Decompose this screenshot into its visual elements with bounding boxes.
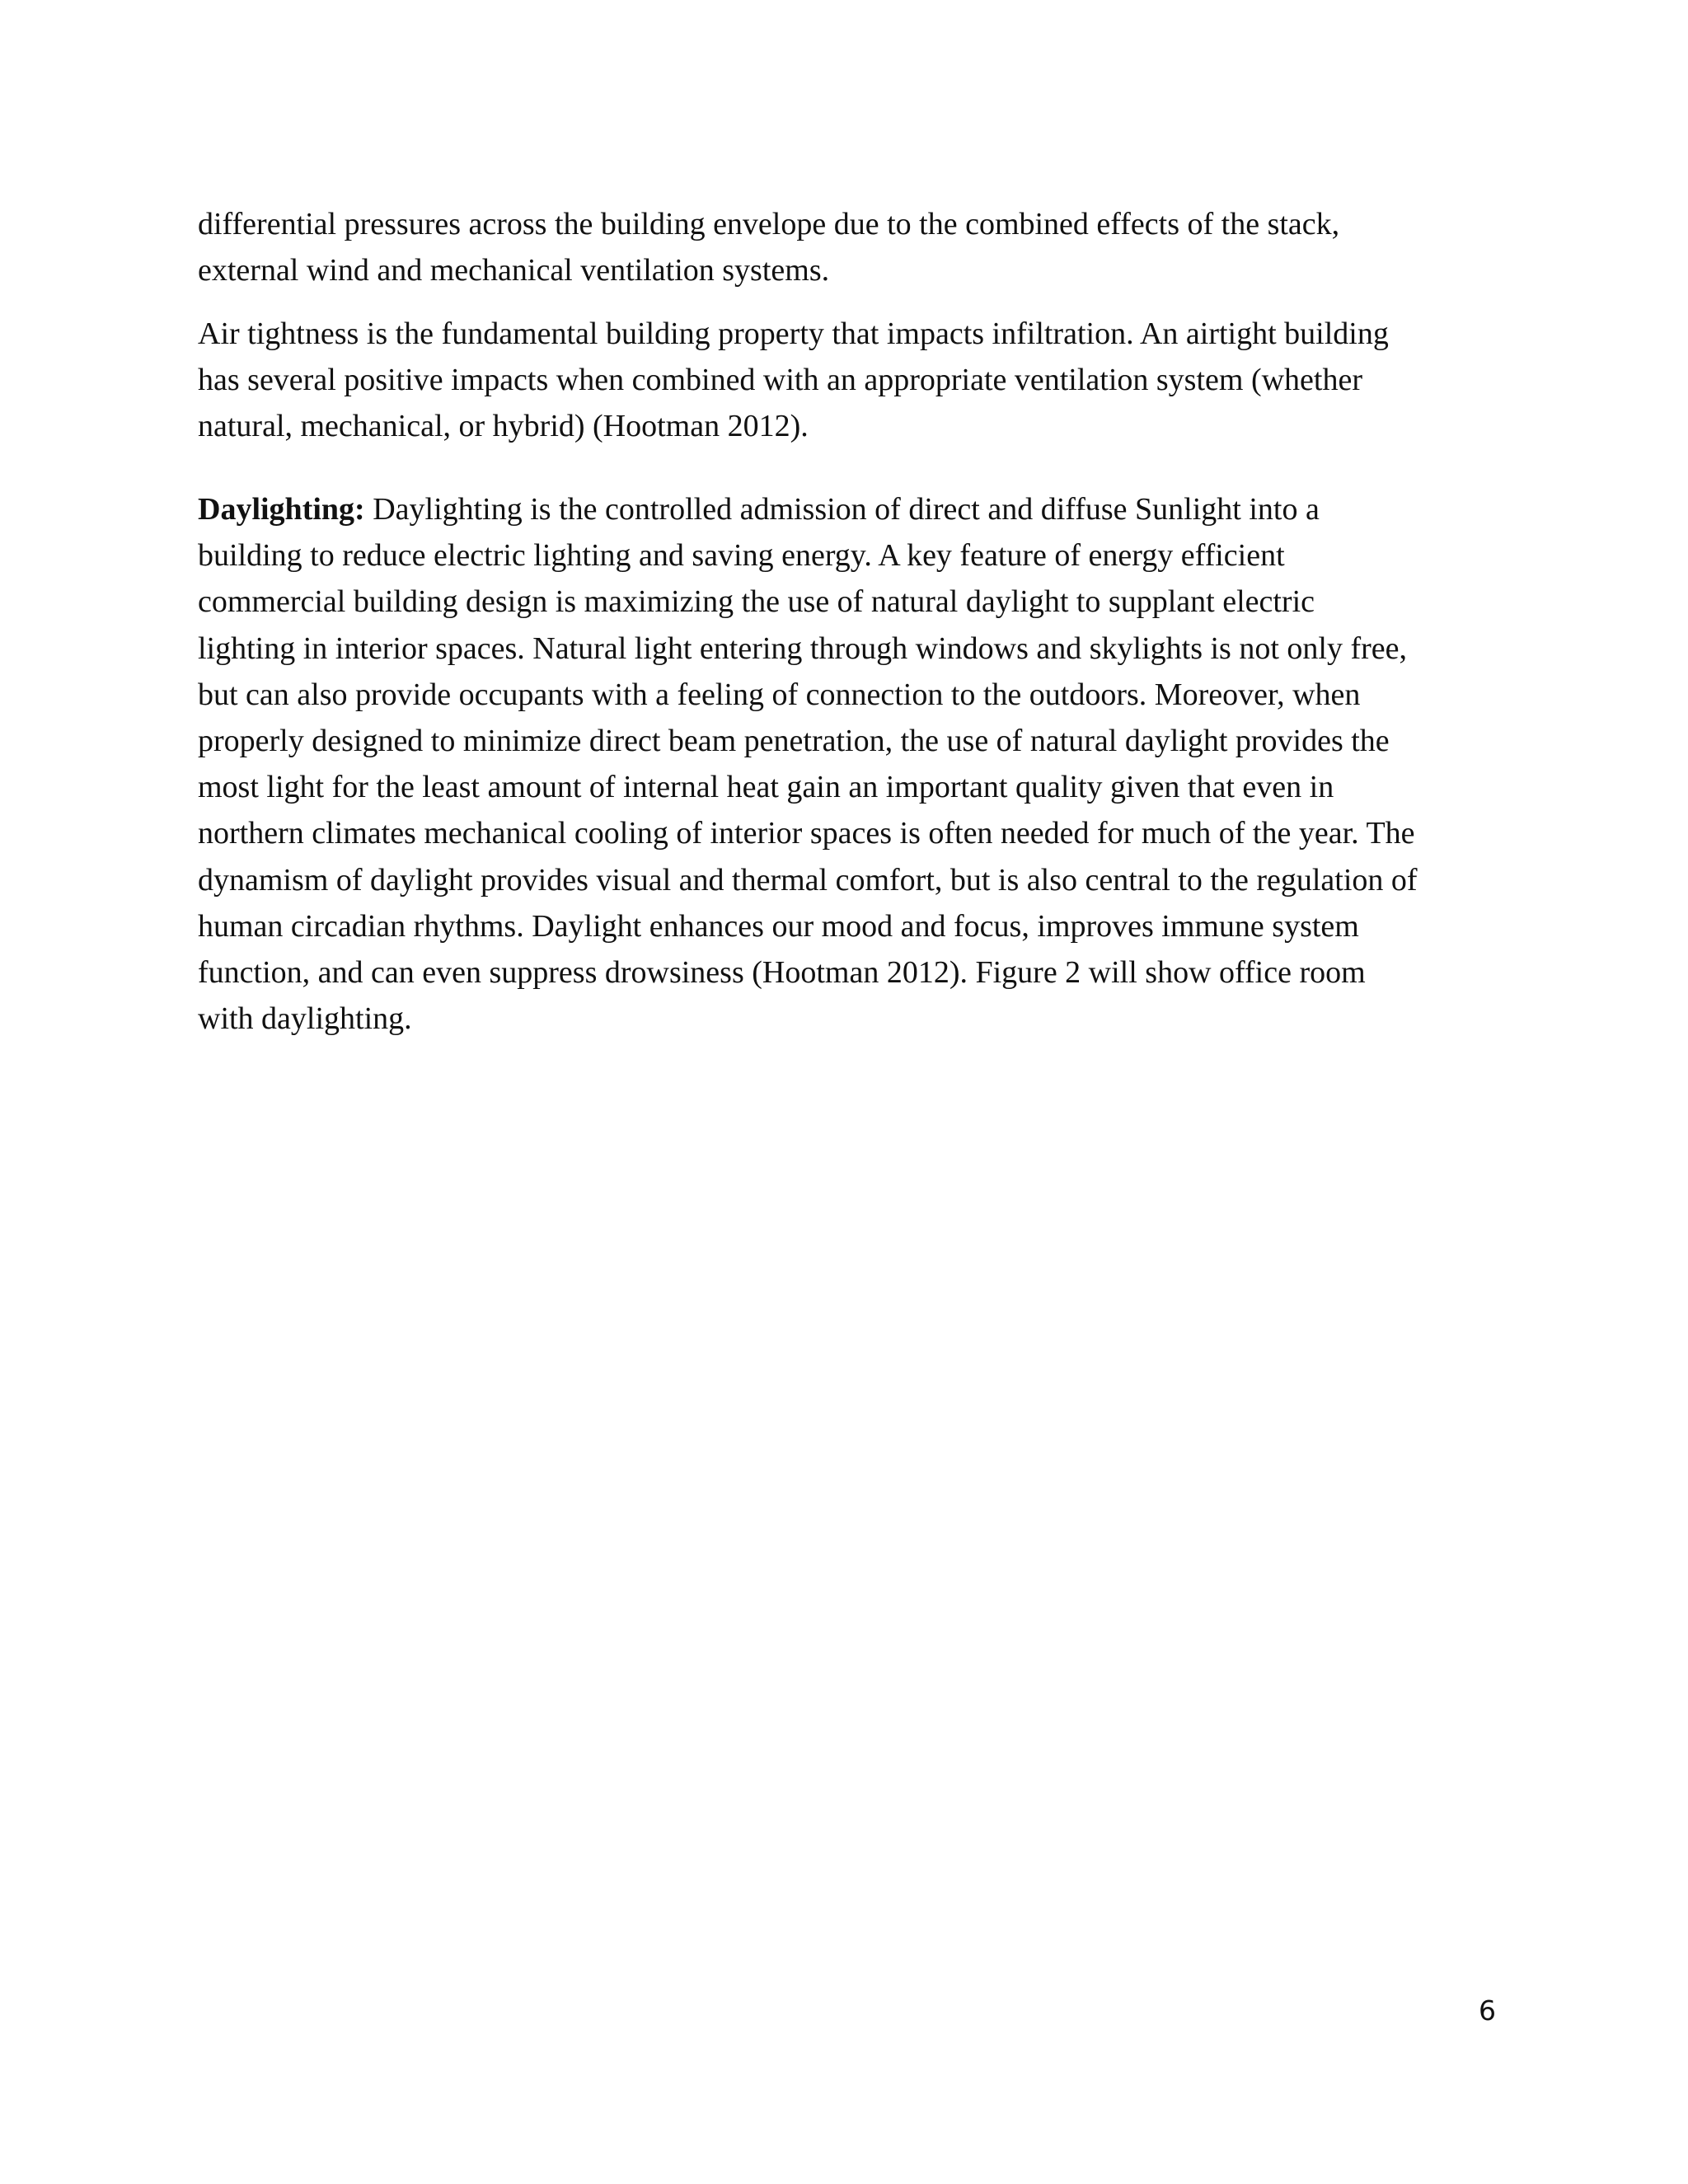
paragraph-infiltration-continued [198,201,1496,293]
text-line: lighting in interior spaces. Natural light entering through windows and skylights is not only free, [198,630,1407,666]
text-line: but can also provide occupants with a feeling of connection to the outdoors. Moreover, when [198,677,1361,712]
text-line: northern climates mechanical cooling of interior spaces is often needed for much of the year. The [198,816,1415,851]
text-line: properly designed to minimize direct beam penetration, the use of natural daylight provides the [198,724,1390,759]
paragraph-air-tightness [198,311,1496,450]
text-line: building to reduce electric lighting and saving energy. A key feature of energy efficient [198,538,1285,574]
text-line: external wind and mechanical ventilation systems. [198,253,830,288]
text-line: with daylighting. [198,1001,412,1037]
text-line: differential pressures across the building envelope due to the combined effects of the stack, [198,207,1340,241]
page-number: 6 [1479,1994,1496,2027]
text-line: has several positive impacts when combined with an appropriate ventilation system (whether [198,363,1362,398]
text-line-with-heading [198,486,1496,532]
text-line: Air tightness is the fundamental building property that impacts infiltration. An airtight building [198,316,1389,351]
text-line: natural, mechanical, or hybrid) (Hootman 2012). [198,409,809,444]
text-line: commercial building design is maximizing the use of natural daylight to supplant electric [198,584,1315,620]
text-line: function, and can even suppress drowsiness (Hootman 2012). Figure 2 will show office room [198,955,1366,991]
paragraph-daylighting [198,486,1496,1042]
section-heading-daylighting: Daylighting: [198,492,365,527]
text-line: most light for the least amount of internal heat gain an important quality given that even in [198,770,1334,805]
text-line: human circadian rhythms. Daylight enhances our mood and focus, improves immune system [198,908,1359,944]
text-line: dynamism of daylight provides visual and thermal comfort, but is also central to the regulation of [198,862,1418,898]
text-run: Daylighting is the controlled admission of direct and diffuse Sunlight into a [364,492,1320,527]
